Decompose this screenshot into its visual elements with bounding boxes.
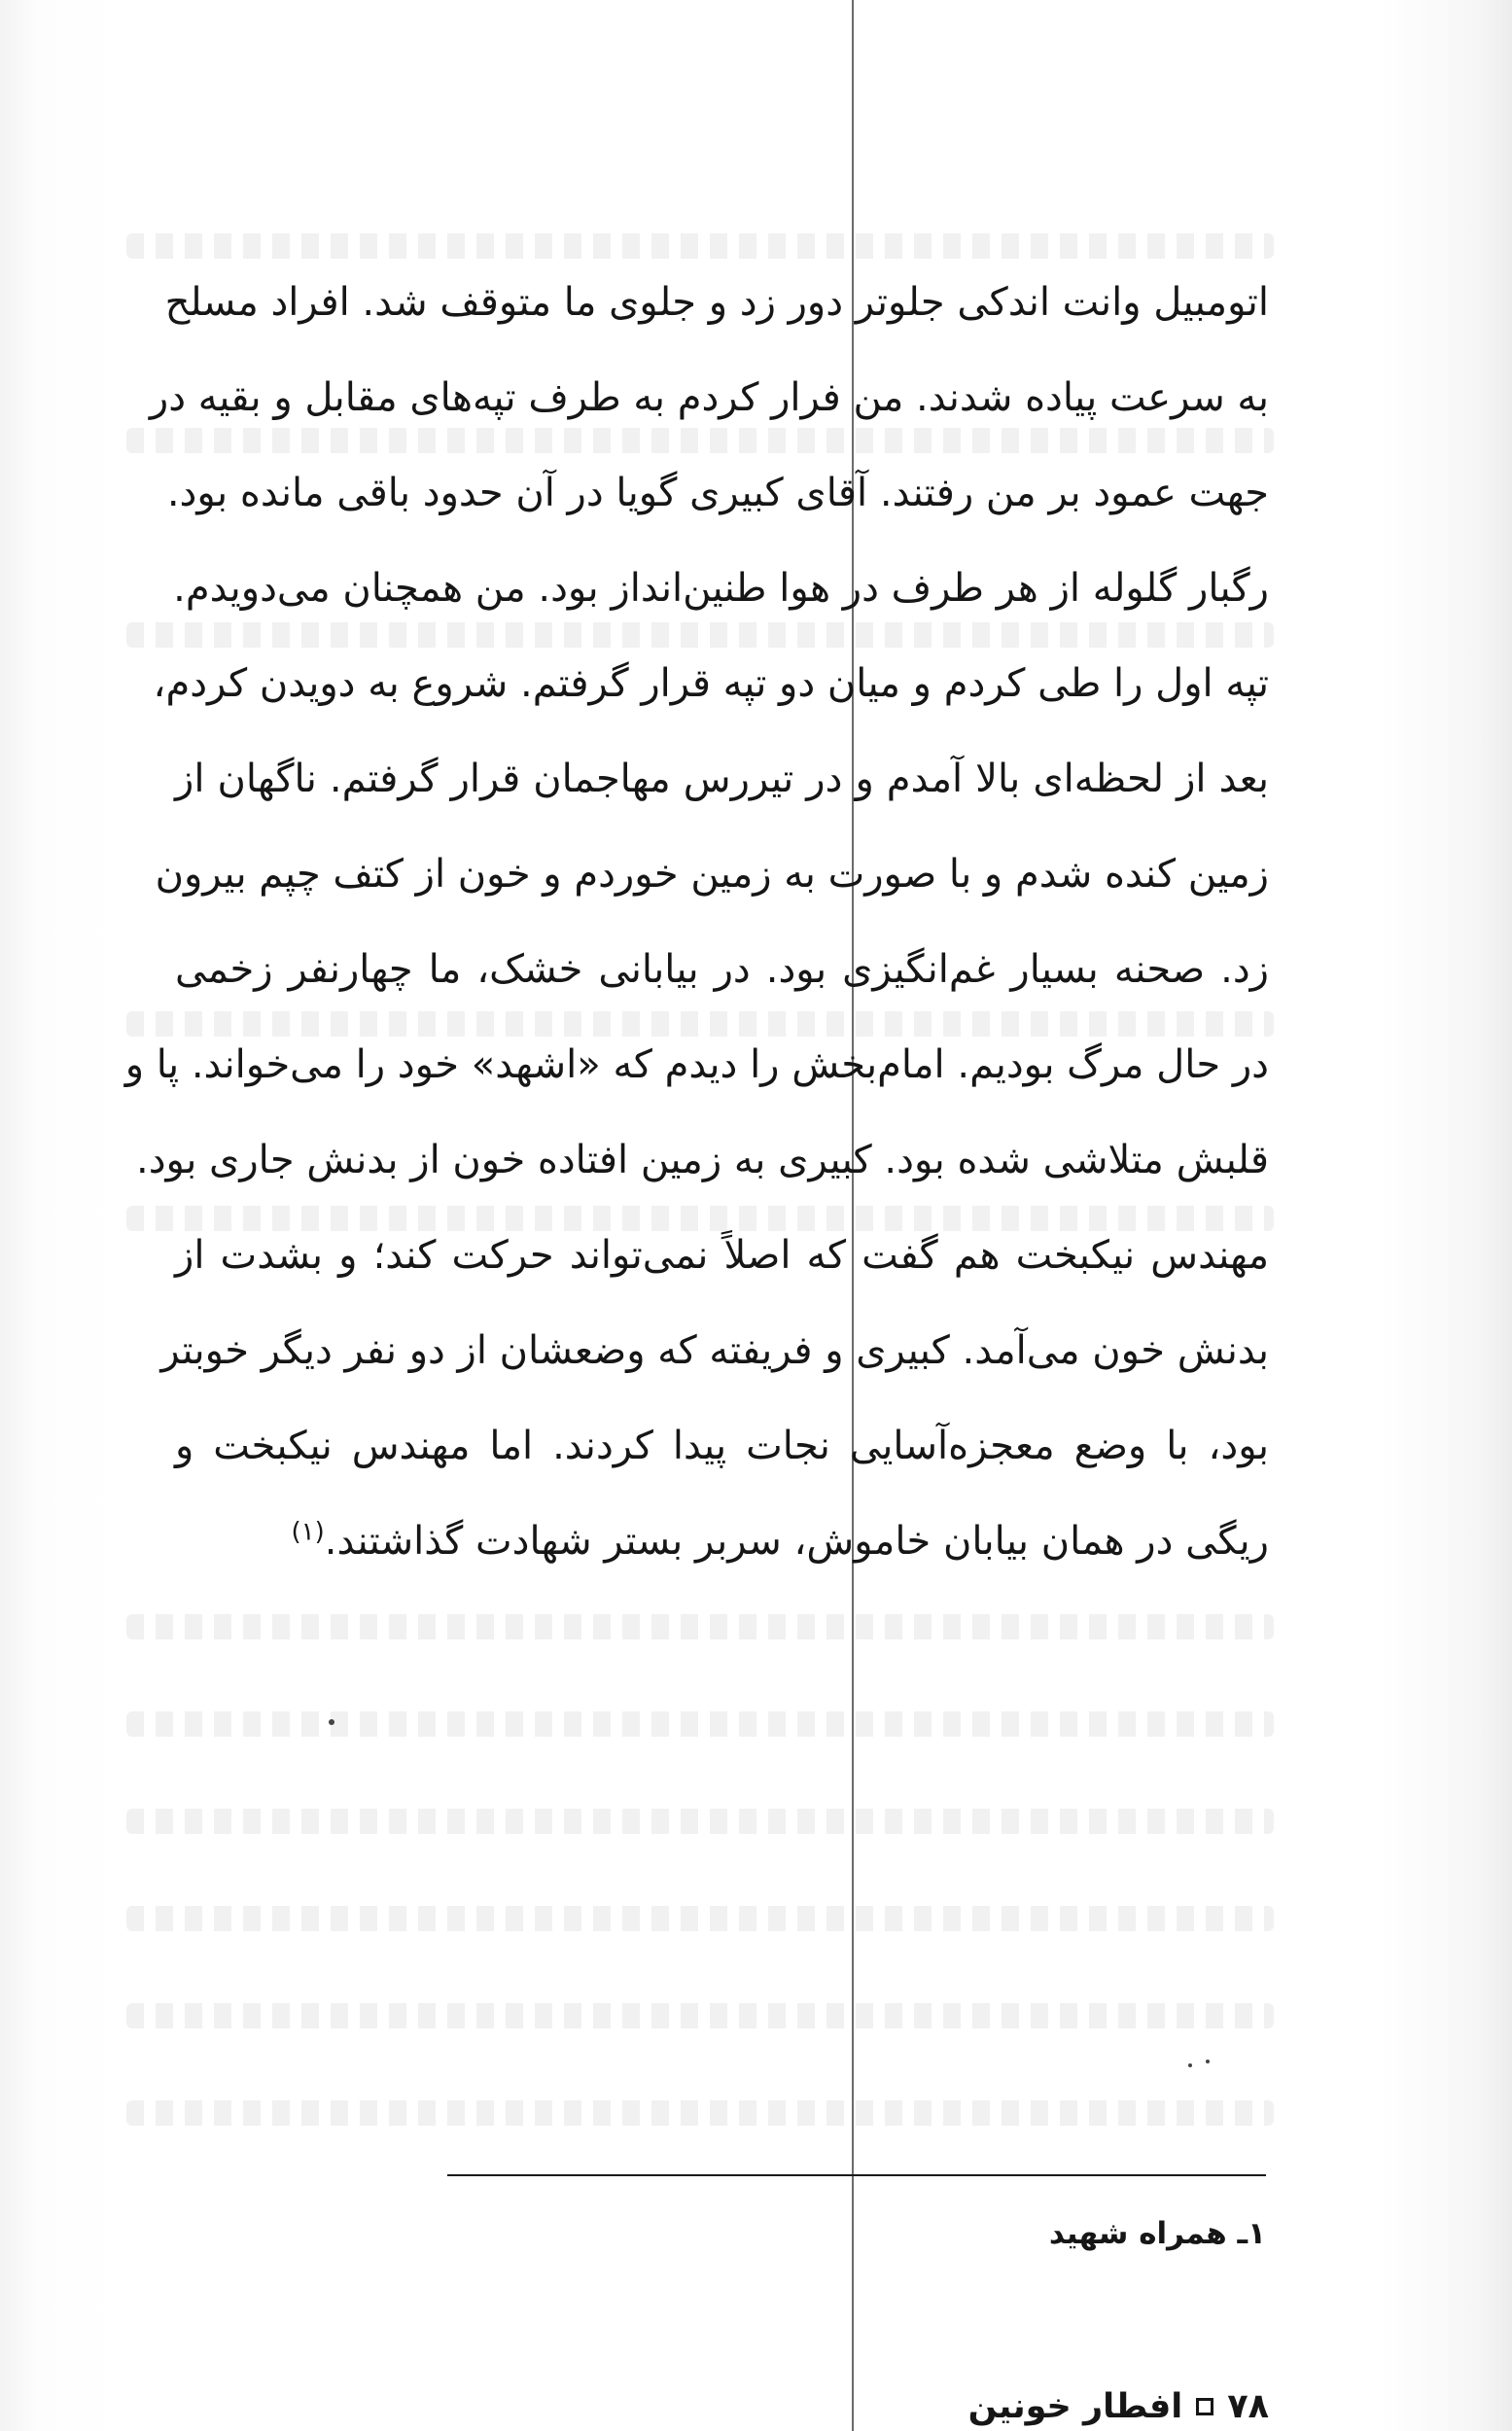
show-through-stripe bbox=[126, 1711, 1274, 1737]
text-line-final bbox=[175, 1494, 1269, 1589]
text-line: مهندس نیکبخت هم گفت که اصلاً نمی‌تواند حرکت کند؛ و بشدت از bbox=[175, 1233, 1269, 1278]
page-footer bbox=[968, 2382, 1269, 2431]
show-through-stripe bbox=[126, 2003, 1274, 2028]
book-title: افطار خونین bbox=[967, 2387, 1183, 2426]
footnote: ۱ـ همراه شهید bbox=[1048, 2216, 1266, 2251]
text-line-content: ریگی در همان بیابان خاموش، سربر بستر شهادت گذاشتند. bbox=[324, 1519, 1269, 1564]
text-line: به سرعت پیاده شدند. من فرار کردم به طرف تپه‌های مقابل و بقیه در bbox=[149, 375, 1269, 420]
show-through-stripe bbox=[126, 1614, 1274, 1639]
text-line: تپه اول را طی کردم و میان دو تپه قرار گرفتم. شروع به دویدن کردم، bbox=[153, 661, 1269, 706]
text-line: زمین کنده شدم و با صورت به زمین خوردم و خون از کتف چپم بیرون bbox=[155, 852, 1269, 897]
scan-speck bbox=[1206, 2060, 1210, 2063]
square-icon bbox=[1196, 2398, 1213, 2415]
text-line: بعد از لحظه‌ای بالا آمدم و در تیررس مهاجمان قرار گرفتم. ناگهان از bbox=[175, 757, 1269, 801]
text-line: جهت عمود بر من رفتند. آقای کبیری گویا در آن حدود باقی مانده بود. bbox=[166, 471, 1269, 515]
text-line: بود، با وضع معجزه‌آسایی نجات پیدا کردند. اما مهندس نیکبخت و bbox=[175, 1424, 1269, 1468]
footnote-divider bbox=[447, 2174, 1266, 2176]
show-through-stripe bbox=[126, 2100, 1274, 2126]
text-line: بدنش خون می‌آمد. کبیری و فریفته که وضعشان از دو نفر دیگر خوبتر bbox=[160, 1328, 1269, 1373]
text-line: قلبش متلاشی شده بود. کبیری به زمین افتاده خون از بدنش جاری بود. bbox=[136, 1138, 1269, 1182]
page-number: ۷۸ bbox=[1227, 2387, 1269, 2426]
scan-speck bbox=[1188, 2063, 1192, 2067]
text-line: رگبار گلوله از هر طرف در هوا طنین‌انداز بود. من همچنان می‌دویدم. bbox=[173, 566, 1269, 611]
footnote-reference[interactable]: (۱) bbox=[291, 1517, 325, 1547]
body-paragraph bbox=[124, 255, 1269, 1589]
show-through-stripe bbox=[126, 1906, 1274, 1931]
scan-speck bbox=[329, 1719, 334, 1725]
text-line: اتومبیل وانت اندکی جلوتر دور زد و جلوی ما متوقف شد. افراد مسلح bbox=[164, 280, 1269, 325]
text-line: در حال مرگ بودیم. امام‌بخش را دیدم که «اشهد» خود را می‌خواند. پا و bbox=[124, 1042, 1269, 1087]
show-through-stripe bbox=[126, 1809, 1274, 1834]
text-line: زد. صحنه بسیار غم‌انگیزی بود. در بیابانی خشک، ما چهارنفر زخمی bbox=[175, 947, 1269, 992]
